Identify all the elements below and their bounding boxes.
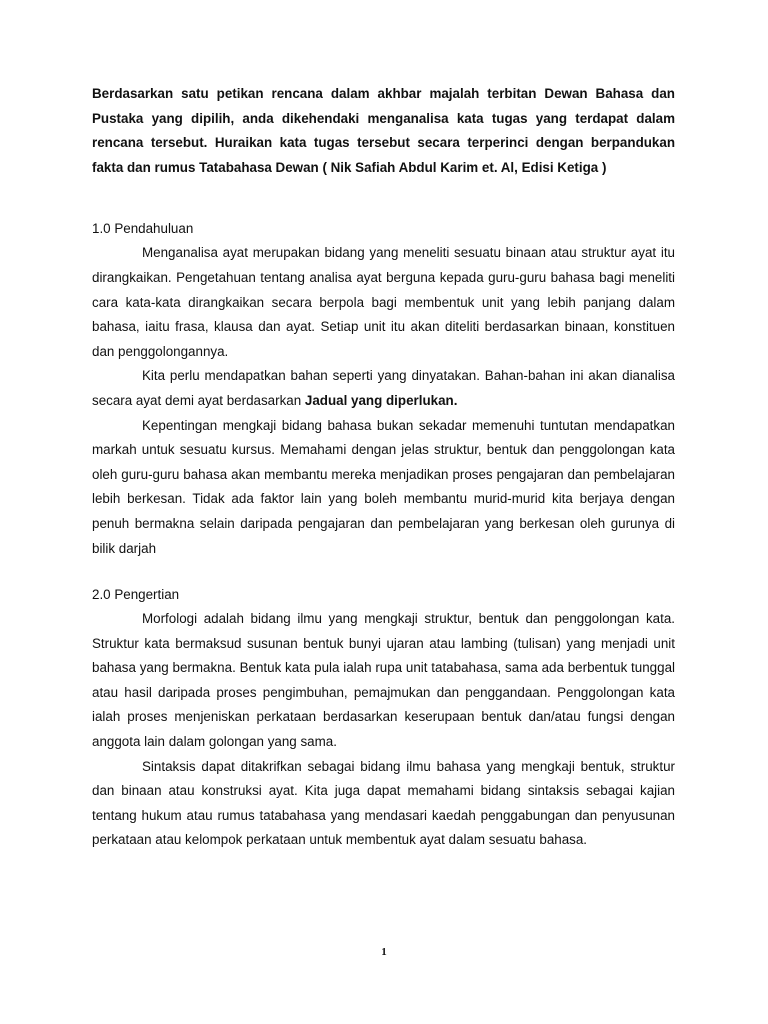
- paragraph-kepentingan: Kepentingan mengkaji bidang bahasa bukan sekadar memenuhi tuntutan mendapatkan markah untuk sesuatu kursus. Memahami dengan jelas struktur, bentuk dan penggolongan kata oleh guru-guru bahasa akan membantu mereka menjadikan proses pengajaran dan pembelajaran lebih berkesan. Tidak ada faktor lain yang boleh membantu murid-murid kita berjaya dengan penuh bermakna selain daripada pengajaran dan pembelajaran yang berkesan oleh gurunya di bilik darjah: [92, 417, 675, 556]
- paragraph-bahan-text: Kita perlu mendapatkan bahan seperti yang dinyatakan. Bahan-bahan ini akan dianalisa secara ayat demi ayat berdasarkan: [92, 368, 675, 408]
- paragraph-sintaksis: Sintaksis dapat ditakrifkan sebagai bidang ilmu bahasa yang mengkaji bentuk, struktur dan binaan atau konstruksi ayat. Kita juga dapat memahami bidang sintaksis sebagai kajian tentang hukum atau rumus tatabahasa yang mendasari kaedah penggabungan dan penyusunan perkataan atau kelompok perkataan untuk membentuk ayat dalam sesuatu bahasa.: [92, 758, 675, 848]
- document-page: [92, 82, 675, 853]
- paragraph-morfologi: Morfologi adalah bidang ilmu yang mengkaji struktur, bentuk dan penggolongan kata. Struktur kata bermaksud susunan bentuk bunyi ujaran atau lambing (tulisan) yang menjadi unit bahasa yang bermakna. Bentuk kata pula ialah rupa unit tatabahasa, sama ada berbentuk tunggal atau hasil daripada proses pengimbuhan, pemajmukan dan penggandaan. Penggolongan kata ialah proses menjeniskan perkataan berdasarkan keserupaan bentuk dan/atau fungsi dengan anggota lain dalam golongan yang sama.: [92, 611, 675, 750]
- paragraph-bahan-bold: Jadual yang diperlukan.: [304, 392, 458, 408]
- assignment-instruction: Berdasarkan satu petikan rencana dalam akhbar majalah terbitan Dewan Bahasa dan Pustaka yang dipilih, anda dikehendaki menganalisa kata tugas yang terdapat dalam rencana tersebut. Huraikan kata tugas tersebut secara terperinci dengan berpandukan fakta dan rumus Tatabahasa Dewan ( Nik Safiah Abdul Karim et. Al, Edisi Ketiga ): [92, 86, 675, 175]
- paragraph-analisa-ayat: Menganalisa ayat merupakan bidang yang meneliti sesuatu binaan atau struktur ayat itu dirangkaikan. Pengetahuan tentang analisa ayat berguna kepada guru-guru bahasa bagi meneliti cara kata-kata dirangkaikan secara berpola bagi membentuk unit yang lebih panjang dalam bahasa, iaitu frasa, klausa dan ayat. Setiap unit itu akan diteliti berdasarkan binaan, konstituen dan penggolongannya.: [92, 245, 675, 359]
- page-number: 1: [381, 946, 387, 958]
- section-heading-pendahuluan: 1.0 Pendahuluan: [92, 221, 194, 237]
- section-heading-pengertian: 2.0 Pengertian: [92, 587, 180, 603]
- paragraph-bahan: [92, 364, 675, 413]
